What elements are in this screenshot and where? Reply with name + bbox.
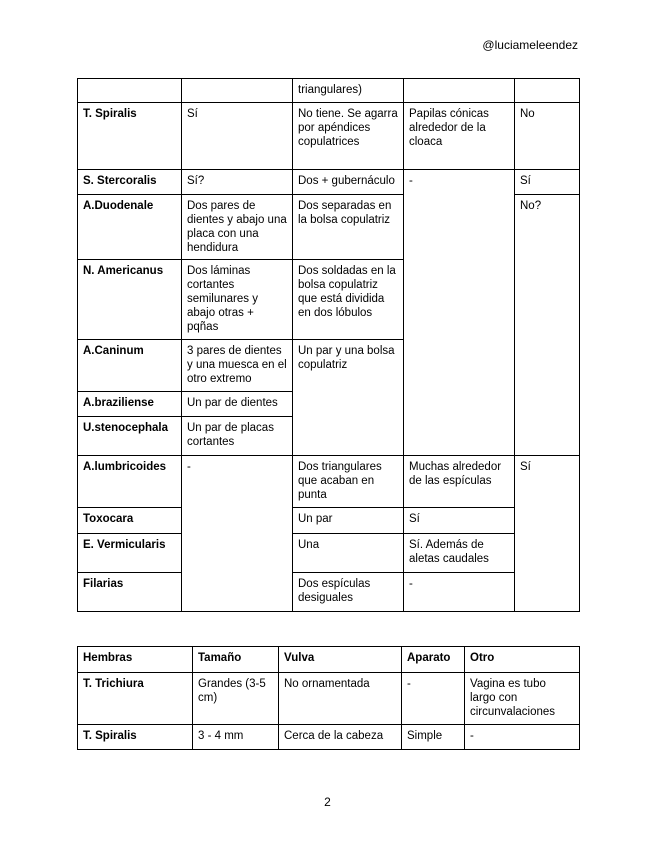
species-name: N. Americanus [78,260,182,340]
females-table [77,646,580,750]
table-cell: Vagina es tubo largo con circunvalaciones [465,673,580,725]
column-header: Hembras [78,647,193,673]
table-cell: Dos separadas en la bolsa copulatriz [293,195,404,260]
table-row [78,573,580,612]
table-cell: 3 pares de dientes y una muesca en el otro extremo [182,340,293,392]
species-name: U.stenocephala [78,417,182,456]
table-cell: Muchas alrededor de las espículas [404,456,515,508]
table-cell: 3 - 4 mm [193,725,279,750]
table-cell: Dos triangulares que acaban en punta [293,456,404,508]
column-header: Tamaño [193,647,279,673]
species-name: T. Spiralis [78,725,193,750]
table-cell [404,79,515,103]
table-cell [515,79,580,103]
species-name: E. Vermicularis [78,534,182,573]
table-cell: Papilas cónicas alrededor de la cloaca [404,103,515,170]
species-name: T. Trichiura [78,673,193,725]
table-cell: Sí. Además de aletas caudales [404,534,515,573]
table-cell: Cerca de la cabeza [279,725,402,750]
table-cell: Sí [404,508,515,534]
species-name: A.braziliense [78,392,182,417]
table-cell: Un par de placas cortantes [182,417,293,456]
table-cell: No? [515,195,580,456]
table-cell: Sí [182,103,293,170]
table-row [78,673,580,725]
species-name: T. Spiralis [78,103,182,170]
table-cell: Dos + gubernáculo [293,170,404,195]
table-row [78,103,580,170]
table-header-row [78,647,580,673]
table-row [78,79,580,103]
table-cell: No tiene. Se agarra por apéndices copulatrices [293,103,404,170]
table-row [78,170,580,195]
column-header: Aparato [402,647,465,673]
males-table [77,78,580,612]
table-row [78,508,580,534]
table-cell: Un par y una bolsa copulatriz [293,340,404,456]
page-number: 2 [324,795,331,809]
table-cell: Una [293,534,404,573]
table-cell: Sí? [182,170,293,195]
column-header: Vulva [279,647,402,673]
table-cell: Un par de dientes [182,392,293,417]
table-cell: - [402,673,465,725]
table-cell: Dos espículas desiguales [293,573,404,612]
table-row [78,456,580,508]
table-cell [182,79,293,103]
table-cell: Sí [515,170,580,195]
table-cell: Un par [293,508,404,534]
species-name: Filarias [78,573,182,612]
table-cell: No [515,103,580,170]
species-name: S. Stercoralis [78,170,182,195]
table-cell: Simple [402,725,465,750]
table-cell: Dos soldadas en la bolsa copulatriz que está dividida en dos lóbulos [293,260,404,340]
table-cell [78,79,182,103]
table-cell: Dos láminas cortantes semilunares y abajo otras + pqñas [182,260,293,340]
table-cell: No ornamentada [279,673,402,725]
table-cell: - [404,170,515,456]
table-row [78,725,580,750]
column-header: Otro [465,647,580,673]
table-cell: - [465,725,580,750]
species-name: A.lumbricoides [78,456,182,508]
table-cell: Dos pares de dientes y abajo una placa con una hendidura [182,195,293,260]
table-cell: Sí [515,456,580,612]
table-cell: - [182,456,293,612]
table-cell: - [404,573,515,612]
species-name: A.Duodenale [78,195,182,260]
table-cell: Grandes (3-5 cm) [193,673,279,725]
table-row [78,534,580,573]
author-handle: @luciameleendez [482,38,578,52]
species-name: A.Caninum [78,340,182,392]
table-cell: triangulares) [293,79,404,103]
species-name: Toxocara [78,508,182,534]
